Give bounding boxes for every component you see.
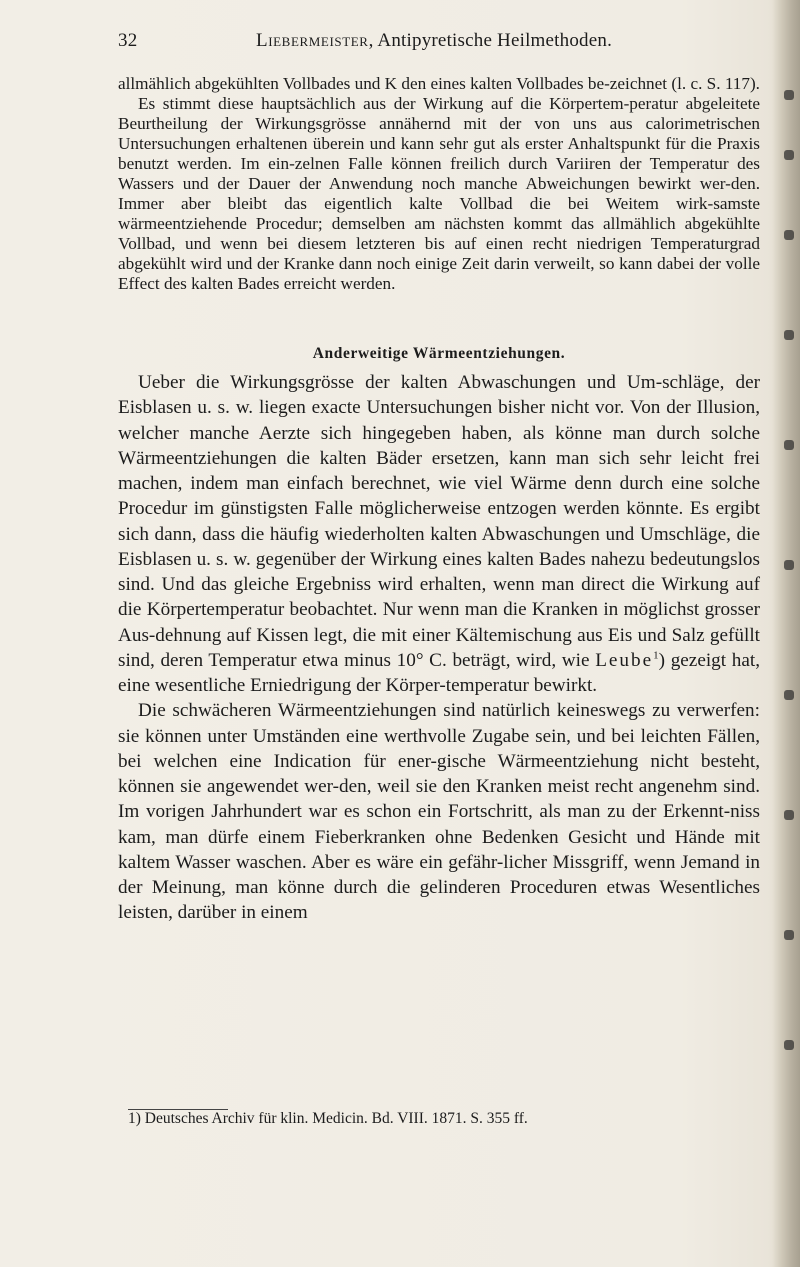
paragraph <box>118 370 760 698</box>
running-title <box>256 30 612 52</box>
page-edge-shadow <box>772 0 800 1267</box>
binding-mark <box>784 90 794 100</box>
binding-mark <box>784 930 794 940</box>
header-author: Liebermeister <box>256 30 369 51</box>
paragraph-text: Ueber die Wirkungsgrösse der kalten Abwaschungen und Um-schläge, der Eisblasen u. s. w. liegen exacte Untersuchungen bisher nicht vor. Von der Illusion, welcher manche Aerzte sich hingegeben haben, als könne man durch solche Wärmeentziehungen die kalten Bäder ersetzen, kann man sich sehr leicht frei machen, indem man einfach berechnet, wie viel Wärme denn durch eine solche Procedur im günstigsten Falle möglicherweise entzogen werden könnte. Es ergibt sich dann, dass die häufig wiederholten kalten Abwaschungen und Umschläge, die Eisblasen u. s. w. gegenüber der Wirkung eines kalten Bades nahezu bedeutungslos sind. Und das gleiche Ergebniss wird erhalten, wenn man direct die Wirkung auf die Körpertemperatur beobachtet. Nur wenn man die Kranken in möglichst grosser Aus-dehnung auf Kissen legt, die mit einer Kältemischung aus Eis und Salz gefüllt sind, deren Temperatur etwa minus 10° C. beträgt, wird, wie <box>118 372 760 671</box>
small-print-block <box>118 74 760 294</box>
binding-mark <box>784 690 794 700</box>
paragraph: allmählich abgekühlten Vollbades und K den eines kalten Vollbades be-zeichnet (l. c. S. 117). <box>118 74 760 93</box>
main-text-block <box>118 370 760 926</box>
section-heading: Anderweitige Wärmeentziehungen. <box>312 345 566 362</box>
footnote: 1) Deutsches Archiv für klin. Medicin. Bd. VIII. 1871. S. 355 ff. <box>128 1110 528 1127</box>
binding-mark <box>784 230 794 240</box>
paragraph: Es stimmt diese hauptsächlich aus der Wirkung auf die Körpertem-peratur abgeleitete Beurtheilung der Wirkungsgrösse annähernd mit der von uns aus calorimetrischen Untersuchungen erhaltenen überein und kann sehr gut als erster Anhaltspunkt für die Praxis benutzt werden. Im ein-zelnen Falle können freilich durch Variiren der Temperatur des Wassers und der Dauer der Anwendung noch manche Abweichungen bewirkt wer-den. Immer aber bleibt das eigentlich kalte Vollbad die bei Weitem wirk-samste wärmeentziehende Procedur; demselben am nächsten kommt das allmählich abgekühlte Vollbad, und wenn bei diesem letzteren bis auf einen recht niedrigen Temperaturgrad abgekühlt wird und der Kranke dann noch einige Zeit darin verweilt, so kann dabei der volle Effect des kalten Bades erreicht werden. <box>118 94 760 293</box>
paragraph-text: ) gezeigt hat, eine wesentliche Erniedrigung der Körper-temperatur bewirkt. <box>118 649 760 696</box>
cited-author: Leube <box>595 649 654 671</box>
binding-mark <box>784 440 794 450</box>
header-title: , Antipyretische Heilmethoden. <box>368 30 613 51</box>
paragraph: Die schwächeren Wärmeentziehungen sind natürlich keineswegs zu verwerfen: sie können unter Umständen eine werthvolle Zugabe sein, und bei leichten Fällen, bei welchen eine Indication für ener-gische Wärmeentziehung nicht besteht, können sie angewendet wer-den, weil sie den Kranken meist recht angenehm sind. Im vorigen Jahrhundert war es schon ein Fortschritt, als man zu der Erkennt-niss kam, man dürfe einem Fieberkranken ohne Bedenken Gesicht und Hände mit kaltem Wasser waschen. Aber es wäre ein gefähr-licher Missgriff, wenn Jemand in der Meinung, man könne durch die gelinderen Proceduren etwas Wesentliches leisten, darüber in einem <box>118 700 760 924</box>
binding-mark <box>784 1040 794 1050</box>
binding-mark <box>784 560 794 570</box>
binding-mark <box>784 330 794 340</box>
binding-mark <box>784 150 794 160</box>
footnote-marker: 1 <box>653 649 659 662</box>
page-number: 32 <box>118 30 138 51</box>
binding-mark <box>784 810 794 820</box>
